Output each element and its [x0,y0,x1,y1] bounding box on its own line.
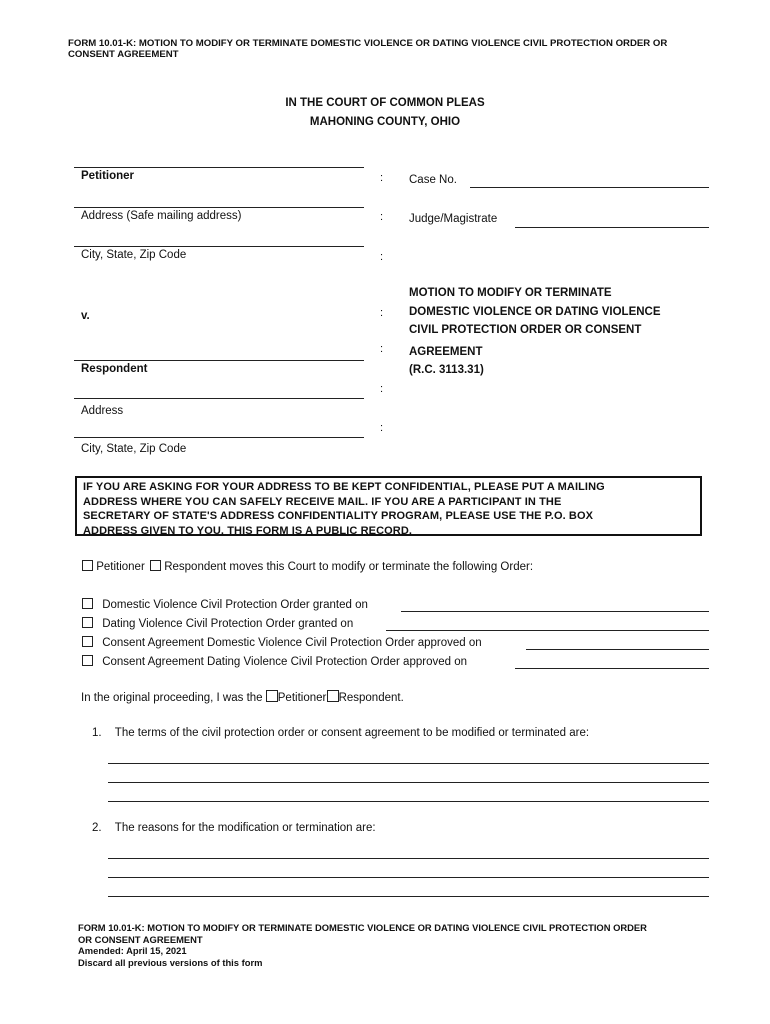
order-dv-cpo-checkbox[interactable] [82,598,93,609]
item-1-number: 1. [92,727,102,739]
case-no-field[interactable] [470,187,709,188]
item-2-answer-line[interactable] [108,896,709,897]
original-proceeding-row [81,690,404,704]
order-dating-cpo-checkbox[interactable] [82,617,93,628]
caption-colon: : [380,172,384,184]
order-option-ca-dv [82,636,482,649]
order-ca-dating-label: Consent Agreement Dating Violence Civil Protection Order approved on [102,656,468,668]
confidentiality-notice [75,476,702,536]
court-name: IN THE COURT OF COMMON PLEAS [285,97,485,109]
order-ca-dating-checkbox[interactable] [82,655,93,666]
form-header-line1: FORM 10.01-K: MOTION TO MODIFY OR TERMINATE DOMESTIC VIOLENCE OR DATING VIOLENCE CIVIL PROTECTION ORDER OR [68,38,668,49]
movant-respondent-label: Respondent moves this Court to modify or terminate the following Order: [164,561,534,573]
item-2-answer-line[interactable] [108,877,709,878]
item-1-text: The terms of the civil protection order or consent agreement to be modified or terminated are: [114,727,590,739]
original-proceeding-text: In the original proceeding, I was the [81,692,263,704]
notice-line4: ADDRESS GIVEN TO YOU. THIS FORM IS A PUBLIC RECORD. [83,524,413,537]
notice-line3: SECRETARY OF STATE'S ADDRESS CONFIDENTIALITY PROGRAM, PLEASE USE THE P.O. BOX [83,510,594,523]
caption-colon: : [380,307,384,319]
footer-line2: OR CONSENT AGREEMENT [78,933,203,945]
judge-field[interactable] [515,227,709,228]
judge-label: Judge/Magistrate [409,213,498,225]
item-1-answer-line[interactable] [108,801,709,802]
motion-title-line5: (R.C. 3113.31) [409,364,484,376]
movant-row [82,560,533,573]
item-1 [92,727,589,739]
respondent-label: Respondent [81,363,148,375]
item-2-text: The reasons for the modification or termination are: [114,822,376,834]
item-2 [92,822,376,834]
petitioner-address-line[interactable] [74,207,364,208]
item-2-number: 2. [92,822,102,834]
petitioner-address-label: Address (Safe mailing address) [81,210,242,222]
order-option-dating-cpo [82,617,353,630]
petitioner-city-label: City, State, Zip Code [81,249,187,261]
order-dv-cpo-date-field[interactable] [401,611,709,612]
order-dating-cpo-label: Dating Violence Civil Protection Order granted on [102,618,354,630]
caption-colon: : [380,422,384,434]
motion-title-line4: AGREEMENT [409,345,483,358]
case-no-label: Case No. [409,174,457,186]
form-header [68,38,667,60]
movant-respondent-checkbox[interactable] [150,560,161,571]
footer-line1: FORM 10.01-K: MOTION TO MODIFY OR TERMINATE DOMESTIC VIOLENCE OR DATING VIOLENCE CIVIL PROTECTION ORDER [78,922,647,933]
order-option-dv-cpo [82,598,368,611]
original-respondent-checkbox[interactable] [327,690,339,702]
notice-line2: ADDRESS WHERE YOU CAN SAFELY RECEIVE MAIL. IF YOU ARE A PARTICIPANT IN THE [83,495,562,508]
respondent-name-line[interactable] [74,360,364,361]
caption-colon: : [380,343,384,355]
petitioner-name-line[interactable] [74,167,364,168]
footer-amended: Amended: April 15, 2021 [78,945,187,957]
motion-title-line3: CIVIL PROTECTION ORDER OR CONSENT [409,324,642,336]
item-1-answer-line[interactable] [108,782,709,783]
original-petitioner-label: Petitioner [277,692,327,704]
petitioner-label: Petitioner [81,170,135,182]
item-2-answer-line[interactable] [108,858,709,859]
caption-colon: : [380,383,384,395]
court-county: MAHONING COUNTY, OHIO [309,116,461,128]
order-ca-dating-date-field[interactable] [515,668,709,669]
form-footer [78,922,647,968]
movant-petitioner-checkbox[interactable] [82,560,93,571]
respondent-city-label: City, State, Zip Code [81,443,187,455]
motion-title [409,284,661,380]
respondent-city-line[interactable] [74,437,364,438]
respondent-address-label: Address [81,405,124,417]
caption-colon: : [380,211,384,223]
order-dv-cpo-label: Domestic Violence Civil Protection Order granted on [102,599,368,611]
original-petitioner-checkbox[interactable] [266,690,278,702]
motion-title-line2: DOMESTIC VIOLENCE OR DATING VIOLENCE [409,305,661,318]
original-respondent-label: Respondent. [338,692,404,704]
order-option-ca-dating [82,655,467,668]
form-header-line2: CONSENT AGREEMENT [68,49,179,60]
notice-line1: IF YOU ARE ASKING FOR YOUR ADDRESS TO BE KEPT CONFIDENTIAL, PLEASE PUT A MAILING [83,481,605,493]
order-ca-dv-label: Consent Agreement Domestic Violence Civil Protection Order approved on [102,637,482,649]
petitioner-city-line[interactable] [74,246,364,247]
order-ca-dv-date-field[interactable] [526,649,709,650]
motion-title-line1: MOTION TO MODIFY OR TERMINATE [409,287,612,299]
movant-petitioner-label: Petitioner [96,561,145,573]
item-1-answer-line[interactable] [108,763,709,764]
footer-discard-note: Discard all previous versions of this form [78,956,263,968]
respondent-address-line[interactable] [74,398,364,399]
order-dating-cpo-date-field[interactable] [386,630,709,631]
order-ca-dv-checkbox[interactable] [82,636,93,647]
caption-colon: : [380,251,384,263]
versus-label: v. [81,310,90,322]
